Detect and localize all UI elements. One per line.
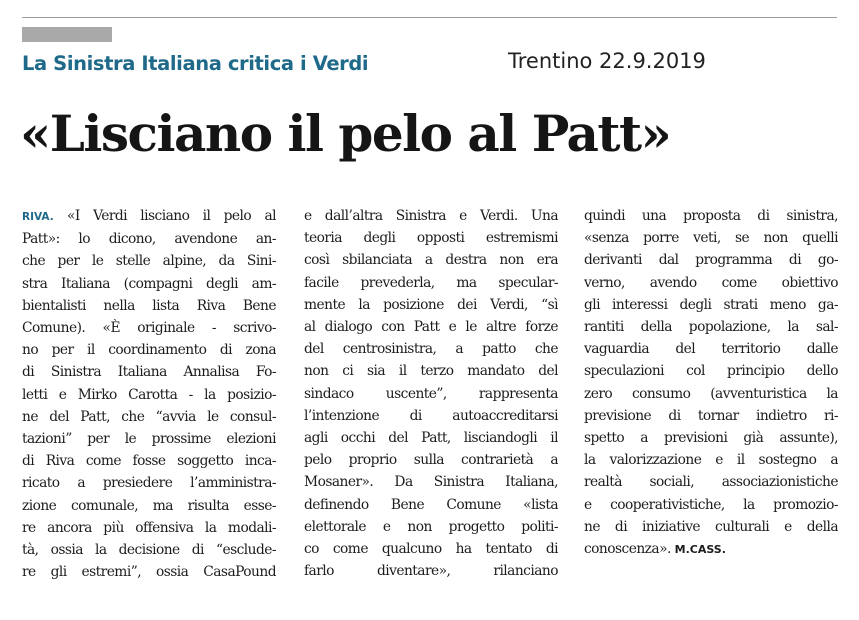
text-line: «senza porre veti, se non quelli (584, 230, 838, 247)
text-line: sindaco uscente”, rappresenta (304, 385, 558, 402)
text-line: tazioni” per le prossime elezioni (22, 431, 276, 448)
text-line: di Riva come fosse soggetto inca- (22, 453, 276, 470)
text-line: e dall’altra Sinistra e Verdi. Una (304, 208, 558, 224)
top-rule (22, 17, 837, 18)
text-line: verno, avendo come obiettivo (584, 274, 838, 291)
text-line: pelo proprio sulla contrarietà a (304, 452, 558, 469)
text-line: farlo diventare», rilanciano (304, 563, 558, 580)
text-line: tà, ossia la decisione di “esclude- (22, 542, 276, 559)
text-line: vaguardia del territorio dalle (584, 341, 838, 358)
text-line: Patt»: lo dicono, avendone an- (22, 231, 276, 248)
text-line: speculazioni col principio dello (584, 363, 838, 380)
text-line: di Sinistra Italiana Annalisa Fo- (22, 364, 276, 381)
article-column-3 (584, 205, 838, 561)
text-line: bientalisti nella lista Riva Bene (22, 297, 276, 314)
text-line: re ancora più offensiva la modali- (22, 519, 276, 536)
text-line: RIVA. «I Verdi lisciano il pelo al (22, 208, 276, 224)
text-line: agli occhi del Patt, lisciandogli il (304, 430, 558, 447)
text-line: Comune). «È originale - scrivo- (22, 320, 276, 337)
text-line: Mosaner». Da Sinistra Italiana, (304, 474, 558, 491)
text-line: derivanti dal programma di go- (584, 252, 838, 269)
text-line: rantiti della popolazione, la sal- (584, 319, 838, 336)
text-line: e cooperativistiche, la promozio- (584, 496, 838, 513)
article-column-2 (304, 205, 558, 582)
text-line: che per le stelle alpine, da Sini- (22, 253, 276, 270)
text-line: re gli estremi”, ossia CasaPound (22, 564, 276, 581)
text-line: gli interessi degli strati meno ga- (584, 296, 838, 313)
author-signature: M.CASS. (674, 543, 726, 557)
text-line: elettorale e non progetto politi- (304, 518, 558, 535)
text-line: la valorizzazione e il sostegno a (584, 452, 838, 469)
text-line: ricato a presiedere l’amministra- (22, 475, 276, 492)
article-column-1 (22, 205, 276, 583)
dateline: RIVA. (22, 211, 54, 223)
text-line: al dialogo con Patt e le altre forze (304, 319, 558, 336)
headline: «Lisciano il pelo al Patt» (20, 104, 671, 163)
source-date: Trentino 22.9.2019 (508, 49, 706, 73)
text-line: zero consumo (avventuristica la (584, 385, 838, 402)
text-line: co come qualcuno ha tentato di (304, 541, 558, 558)
text-line: facile prevederla, ma specular- (304, 274, 558, 291)
text-line: del centrosinistra, a patto che (304, 341, 558, 358)
text-line: realtà sociali, associazionistiche (584, 474, 838, 491)
text-line: previsione di tornar indietro ri- (584, 407, 838, 424)
text-line: zione comunale, ma risulta esse- (22, 497, 276, 514)
text-line: conoscenza». M.CASS. (584, 541, 726, 558)
text-line: ne di iniziative culturali e della (584, 518, 838, 535)
section-tab (22, 27, 112, 42)
text-line: quindi una proposta di sinistra, (584, 208, 838, 224)
text-line: definendo Bene Comune «lista (304, 496, 558, 513)
text-line: spetto a previsioni già assunte), (584, 430, 838, 447)
text-line: mente la posizione dei Verdi, “sì (304, 296, 558, 313)
text-line: non ci sia il terzo mandato del (304, 363, 558, 380)
text-line: l’intenzione di autoaccreditarsi (304, 407, 558, 424)
text-line: ne del Patt, che “avvia le consul- (22, 408, 276, 425)
text-line: così sbilanciata a destra non era (304, 252, 558, 269)
text-line: teoria degli opposti estremismi (304, 230, 558, 247)
text-line: letti e Mirko Carotta - la posizio- (22, 386, 276, 403)
kicker: La Sinistra Italiana critica i Verdi (22, 52, 369, 75)
text-line: stra Italiana (compagni degli am- (22, 275, 276, 292)
text-line: no per il coordinamento di zona (22, 342, 276, 359)
